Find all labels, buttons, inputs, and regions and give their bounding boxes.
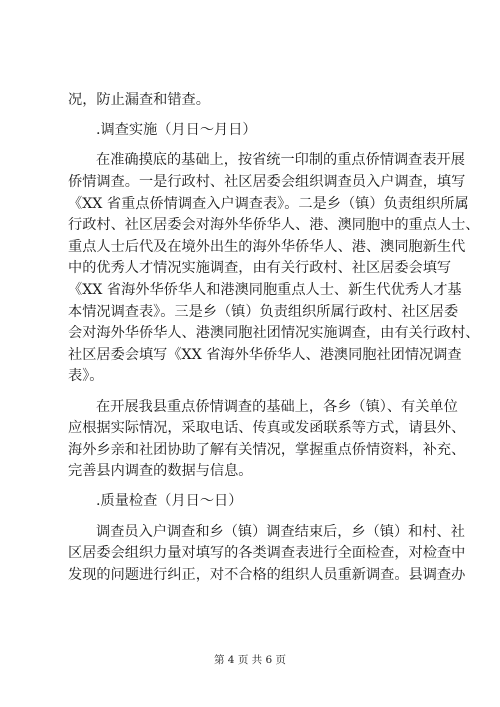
paragraph xyxy=(68,397,466,483)
text-line: .质量检查（月日～日） xyxy=(96,493,243,510)
paragraph xyxy=(68,90,434,112)
text-line: 《XX 省海外华侨华人和港澳同胞重点人士、新生代优秀人才基 xyxy=(68,281,462,298)
text-line: 社区居委会填写《XX 省海外华侨华人、港澳同胞社团情况调查 xyxy=(68,346,462,363)
text-line: 本情况调查表》。三是乡（镇）负责组织所属行政村、社区居委 xyxy=(68,303,459,320)
text-line: 侨情调查。一是行政村、社区居委会组织调查员入户调查，填写 xyxy=(68,173,466,190)
text-line: 在准确摸底的基础上，按省统一印制的重点侨情调查表开展 xyxy=(96,152,465,169)
document-body xyxy=(68,90,480,586)
paragraph-gap xyxy=(68,388,434,397)
text-line: 在开展我县重点侨情调查的基础上，各乡（镇）、有关单位 xyxy=(96,398,458,415)
text-line: 行政村、社区居委会对海外华侨华人、港、澳同胞中的重点人士、 xyxy=(68,217,480,234)
text-line: 会对海外华侨华人、港澳同胞社团情况实施调查，由有关行政村、 xyxy=(68,325,480,342)
text-line: 调查员入户调查和乡（镇）调查结束后，乡（镇）和村、社 xyxy=(96,523,465,540)
paragraph xyxy=(68,150,480,388)
paragraph-gap xyxy=(68,513,434,522)
text-line: 区居委会组织力量对填写的各类调查表进行全面检查，对检查中 xyxy=(68,545,466,562)
text-line: 完善县内调查的数据与信息。 xyxy=(68,463,253,480)
text-line: 《XX 省重点侨情调查入户调查表》。二是乡（镇）负责组织所属 xyxy=(68,195,469,212)
text-line: 况，防止漏查和错查。 xyxy=(68,92,210,108)
text-line: 表》。 xyxy=(68,368,104,385)
paragraph-gap xyxy=(68,483,434,492)
paragraph-gap xyxy=(68,142,434,151)
text-line: 应根据实际情况，采取电话、传真或发函联系等方式，请县外、 xyxy=(68,420,466,437)
paragraph xyxy=(68,491,434,513)
page-footer: 第 4 页 共 6 页 xyxy=(213,654,287,666)
text-line: 发现的问题进行纠正，对不合格的组织人员重新调查。县调查办 xyxy=(68,566,466,583)
text-line: 海外乡亲和社团协助了解有关情况，掌握重点侨情资料，补充、 xyxy=(68,441,466,458)
text-line: 重点人士后代及在境外出生的海外华侨华人、港、澳同胞新生代 xyxy=(68,238,466,255)
paragraph xyxy=(68,522,466,587)
text-line: .调查实施（月日～月日） xyxy=(96,122,257,139)
paragraph xyxy=(68,120,434,142)
text-line: 中的优秀人才情况实施调查，由有关行政村、社区居委会填写 xyxy=(68,260,452,277)
paragraph-gap xyxy=(68,112,434,121)
